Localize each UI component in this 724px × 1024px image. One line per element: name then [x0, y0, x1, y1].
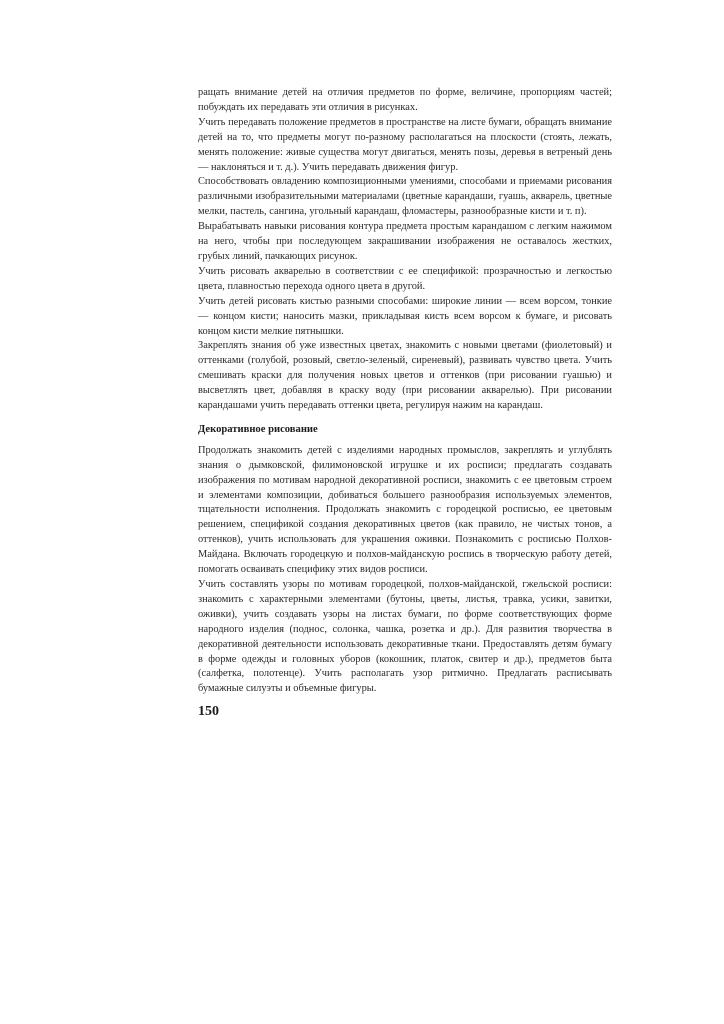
body-paragraph: Вырабатывать навыки рисования контура предмета простым карандашом с легким нажимом на него, чтобы при последующем закрашивании изображения не оставалось жестких, грубых линий, пачкающих рисунок.	[198, 221, 612, 262]
page-number: 150	[198, 704, 219, 720]
document-page	[198, 86, 612, 721]
body-paragraph: Способствовать овладению композиционными умениями, способами и приемами рисования различными изобразительными материалами (цветные карандаши, гуашь, акварель, цветные мелки, пастель, сангина, угольный карандаш, фломастеры, разнообразные кисти и т. п).	[198, 176, 612, 218]
section-heading: Декоративное рисование	[198, 423, 318, 435]
body-paragraph: ращать внимание детей на отличия предметов по форме, величине, пропорциям частей; побуждать их передавать эти отличия в рисунках.	[198, 87, 612, 113]
body-paragraph: Учить рисовать акварелью в соответствии с ее спецификой: прозрачностью и легкостью цвета, плавностью перехода одного цвета в другой.	[198, 265, 612, 292]
body-paragraph: Учить детей рисовать кистью разными способами: широкие линии — всем ворсом, тонкие — концом кисти; наносить мазки, прикладывая кисть всем ворсом к бумаге, и рисовать концом кисти мелкие пятнышки.	[198, 295, 612, 337]
body-paragraph: Продолжать знакомить детей с изделиями народных промыслов, закреплять и углублять знания о дымковской, филимоновской игрушке и их росписи; предлагать создавать изображения по мотивам народной декоративной росписи, знакомить с ее цветовым строем и элементами композиции, добиваться большего разнообразия используемых элементов, тщательности исполнения. Продолжать знакомить с городецкой росписью, ее цветовым решением, спецификой создания декоративных цветов (как правило, не чистых тонов, а оттенков), учить использовать для украшения оживки. Познакомить с росписью Полхов-Майдана. Включать городецкую и полхов-майданскую роспись в творческую работу детей, помогать осваивать специфику этих видов росписи.	[198, 444, 612, 576]
body-paragraph: Закреплять знания об уже известных цветах, знакомить с новыми цветами (фиолетовый) и оттенками (голубой, розовый, светло-зеленый, сиреневый), развивать чувство цвета. Учить смешивать краски для получения новых цветов и оттенков (при рисовании гуашью) и высветлять цвет, добавляя в краску воду (при рисовании акварелью). При рисовании карандашами учить передавать оттенки цвета, регулируя нажим на карандаш.	[198, 340, 612, 412]
body-paragraph: Учить составлять узоры по мотивам городецкой, полхов-майданской, гжельской росписи: знакомить с характерными элементами (бутоны, цветы, листья, травка, усики, завитки, оживки), учить создавать узоры на листах бумаги, по форме соответствующих форме народного изделия (поднос, солонка, чашка, розетка и др.). Для развития творчества в декоративной деятельности использовать декоративные ткани. Предоставлять детям бумагу в форме одежды и головных уборов (кокошник, платок, свитер и др.), предметов быта (салфетка, полотенце). Учить располагать узор ритмично. Предлагать расписывать бумажные силуэты и объемные фигуры.	[198, 579, 612, 695]
body-paragraph: Учить передавать положение предметов в пространстве на листе бумаги, обращать внимание детей на то, что предметы могут по-разному располагаться на плоскости (стоять, лежать, менять положение: живые существа могут двигаться, менять позы, деревья в ветреный день — наклоняться и т. д.). Учить передавать движения фигур.	[198, 116, 612, 173]
